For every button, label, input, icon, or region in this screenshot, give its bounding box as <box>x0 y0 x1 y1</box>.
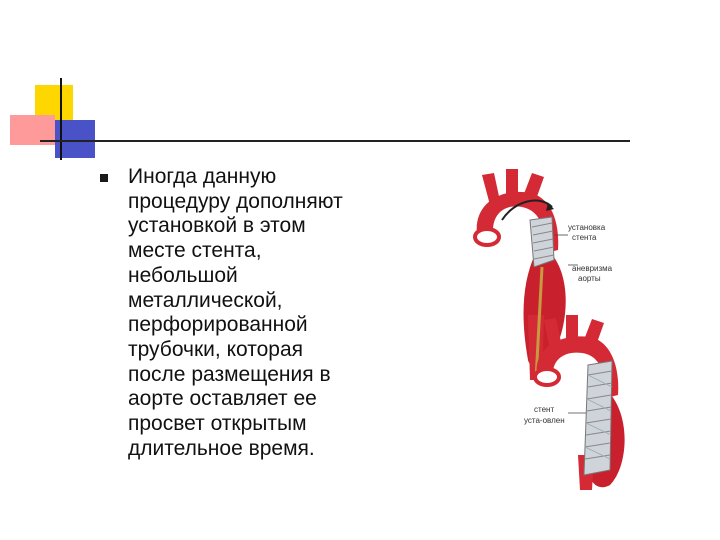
aorta-stent-illustration <box>460 165 660 490</box>
label-stent-install-1: установка <box>568 223 606 232</box>
label-aneurysm-2: аорты <box>578 274 601 283</box>
bullet-text: Иногда данную процедуру дополняют установкой в этом месте стента, небольшой металлической, перфорированной трубочки, которая после размещения в аорте оставляет ее просвет открытым длительное время. <box>128 165 343 460</box>
label-stent-placed-1: стент <box>534 405 555 414</box>
decor-vertical-line <box>60 78 62 160</box>
aorta-lower <box>535 315 625 490</box>
label-stent-placed-2: уста-овлен <box>524 416 565 425</box>
label-aneurysm-1: аневризма <box>572 264 613 273</box>
bullet-square-icon <box>100 174 108 182</box>
title-divider-line <box>40 140 630 142</box>
label-stent-install-2: стента <box>572 233 597 242</box>
